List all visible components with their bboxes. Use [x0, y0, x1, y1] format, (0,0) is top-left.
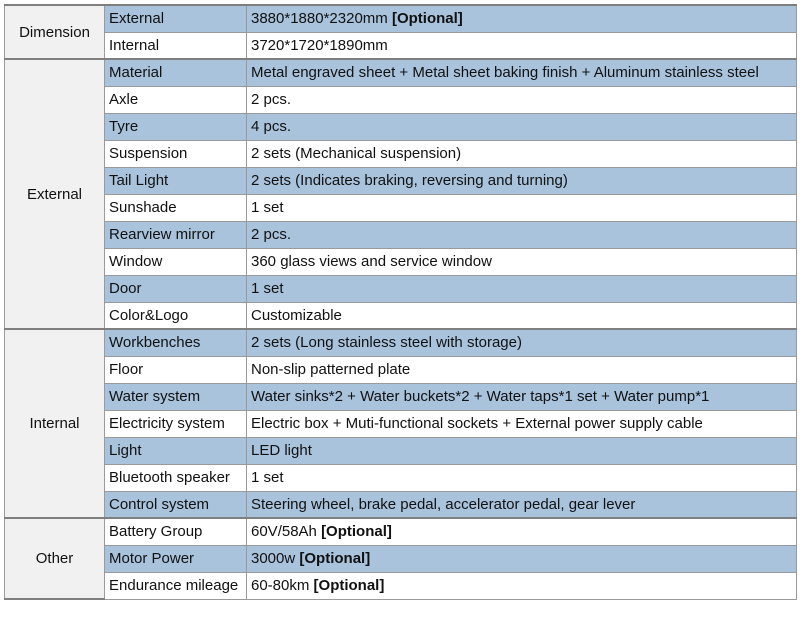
spec-row	[5, 545, 797, 572]
spec-label: Door	[105, 275, 247, 302]
spec-value-cell	[247, 59, 797, 86]
spec-row	[5, 194, 797, 221]
spec-value-cell	[247, 410, 797, 437]
spec-value: 60V/58Ah	[251, 523, 317, 541]
group-label-external: External	[5, 59, 105, 329]
spec-value: 3000w	[251, 550, 296, 567]
spec-value-cell	[247, 113, 797, 140]
spec-label: Light	[105, 437, 247, 464]
spec-label: Bluetooth speaker	[105, 464, 247, 491]
spec-value-cell	[247, 167, 797, 194]
spec-value-cell	[247, 140, 797, 167]
spec-value: 4 pcs.	[251, 118, 292, 135]
spec-value-cell	[247, 356, 797, 383]
spec-row	[5, 383, 797, 410]
spec-label: Control system	[105, 491, 247, 518]
spec-value: 1 set	[251, 469, 284, 486]
spec-value: 2 sets (Long stainless steel with storage)	[251, 334, 522, 352]
spec-row	[5, 167, 797, 194]
spec-value-cell	[247, 5, 797, 32]
spec-value-cell	[247, 464, 797, 491]
spec-row	[5, 572, 797, 599]
spec-row	[5, 518, 797, 545]
spec-value: LED light	[251, 442, 312, 459]
spec-value: Metal engraved sheet + Metal sheet baking finish + Aluminum stainless steel	[251, 64, 759, 82]
spec-value-cell	[247, 518, 797, 545]
spec-value: 2 pcs.	[251, 91, 292, 108]
spec-value: 1 set	[251, 280, 284, 297]
spec-value: Steering wheel, brake pedal, accelerator pedal, gear lever	[251, 495, 636, 513]
spec-label: Water system	[105, 383, 247, 410]
spec-value: 2 sets (Mechanical suspension)	[251, 145, 462, 162]
optional-note: [Optional]	[391, 10, 463, 28]
spec-row	[5, 410, 797, 437]
spec-value: Customizable	[251, 306, 342, 324]
spec-value: 360 glass views and service window	[251, 253, 492, 270]
spec-row	[5, 140, 797, 167]
spec-value: 3720*1720*1890mm	[251, 36, 388, 54]
spec-value: Non-slip patterned plate	[251, 361, 411, 378]
spec-label: Window	[105, 248, 247, 275]
spec-value: 2 pcs.	[251, 226, 292, 243]
spec-value: 2 sets (Indicates braking, reversing and turning)	[251, 172, 568, 189]
spec-value: 3880*1880*2320mm	[251, 10, 388, 28]
spec-label: Material	[105, 59, 247, 86]
spec-value-cell	[247, 194, 797, 221]
spec-row	[5, 437, 797, 464]
spec-label: Motor Power	[105, 545, 247, 572]
spec-value-cell	[247, 275, 797, 302]
spec-row	[5, 275, 797, 302]
spec-row	[5, 59, 797, 86]
spec-value: Electric box + Muti-functional sockets + External power supply cable	[251, 415, 703, 432]
spec-label: Workbenches	[105, 329, 247, 356]
spec-table-body	[5, 5, 797, 599]
spec-row	[5, 113, 797, 140]
spec-value-cell	[247, 545, 797, 572]
spec-label: Battery Group	[105, 518, 247, 545]
spec-value-cell	[247, 302, 797, 329]
optional-note: [Optional]	[321, 523, 392, 541]
spec-label: Tail Light	[105, 167, 247, 194]
spec-value-cell	[247, 491, 797, 518]
spec-label: External	[105, 5, 247, 32]
spec-row	[5, 491, 797, 518]
spec-value-cell	[247, 221, 797, 248]
spec-row	[5, 464, 797, 491]
spec-label: Tyre	[105, 113, 247, 140]
spec-value-cell	[247, 329, 797, 356]
optional-note: [Optional]	[313, 577, 385, 594]
spec-value: Water sinks*2 + Water buckets*2 + Water taps*1 set + Water pump*1	[251, 388, 710, 405]
spec-value-cell	[247, 32, 797, 59]
spec-row	[5, 329, 797, 356]
spec-row	[5, 302, 797, 329]
spec-value-cell	[247, 437, 797, 464]
spec-label: Internal	[105, 32, 247, 59]
spec-row	[5, 86, 797, 113]
spec-value-cell	[247, 383, 797, 410]
spec-value-cell	[247, 572, 797, 599]
spec-label: Color&Logo	[105, 302, 247, 329]
spec-row	[5, 221, 797, 248]
spec-label: Axle	[105, 86, 247, 113]
spec-row	[5, 5, 797, 32]
group-label-internal: Internal	[5, 329, 105, 518]
spec-label: Sunshade	[105, 194, 247, 221]
spec-label: Electricity system	[105, 410, 247, 437]
group-label-dimension: Dimension	[5, 5, 105, 59]
optional-note: [Optional]	[299, 550, 371, 567]
spec-value-cell	[247, 248, 797, 275]
spec-row	[5, 248, 797, 275]
spec-value: 1 set	[251, 199, 284, 216]
spec-value: 60-80km	[251, 577, 310, 594]
spec-row	[5, 32, 797, 59]
spec-value-cell	[247, 86, 797, 113]
group-label-other: Other	[5, 518, 105, 599]
spec-row	[5, 356, 797, 383]
spec-table	[4, 4, 797, 600]
spec-label: Suspension	[105, 140, 247, 167]
spec-label: Floor	[105, 356, 247, 383]
spec-label: Endurance mileage	[105, 572, 247, 599]
spec-label: Rearview mirror	[105, 221, 247, 248]
